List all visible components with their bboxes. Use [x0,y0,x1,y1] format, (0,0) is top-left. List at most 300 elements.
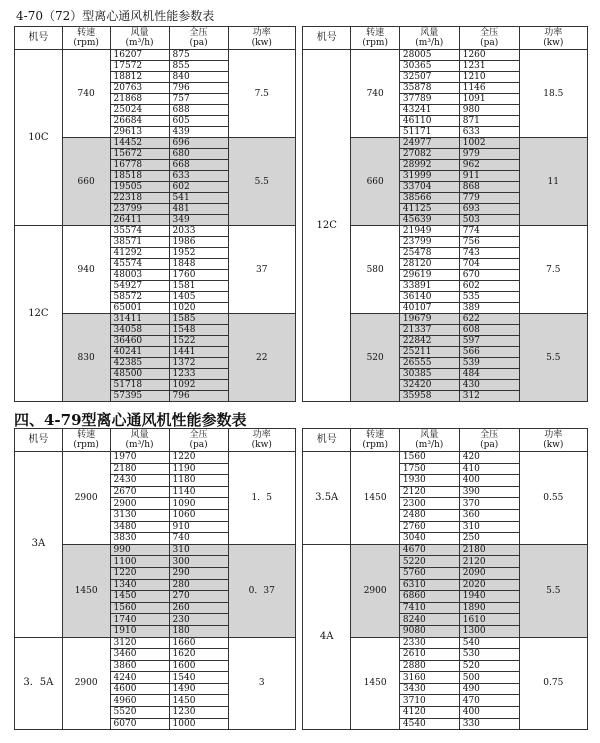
flow-cell: 1100 [110,556,169,568]
flow-cell: 1220 [110,567,169,579]
flow-cell: 32420 [399,380,459,391]
header-power [228,429,295,452]
pressure-cell: 704 [459,259,519,270]
pressure-cell: 470 [459,695,519,707]
pressure-cell: 280 [169,579,228,591]
flow-cell: 6860 [399,591,459,603]
pressure-cell: 668 [169,160,228,171]
pressure-cell: 605 [169,116,228,127]
power-cell: 5.5 [519,314,587,402]
pressure-cell: 539 [459,358,519,369]
flow-cell: 3860 [110,660,169,672]
table-row [303,452,588,464]
flow-cell: 3160 [399,672,459,684]
flow-cell: 41125 [399,204,459,215]
pressure-cell: 1522 [169,336,228,347]
header-power-label: 功率 [544,430,563,440]
pressure-cell: 370 [459,498,519,510]
pressure-cell: 1490 [169,683,228,695]
pressure-cell: 740 [169,533,228,545]
flow-cell: 2760 [399,521,459,533]
speed-cell: 1450 [351,452,399,545]
header-model: 机号 [15,429,63,452]
pressure-cell: 1002 [459,138,519,149]
power-cell: 5.5 [519,544,587,637]
header-flow [110,27,169,50]
speed-cell: 2900 [351,544,399,637]
pressure-cell: 300 [169,556,228,568]
speed-cell: 520 [351,314,399,402]
flow-cell: 37789 [399,94,459,105]
pressure-cell: 1090 [169,498,228,510]
header-speed [351,27,399,50]
header-power-label: 功率 [544,28,563,38]
speed-cell: 740 [351,50,399,138]
pressure-cell: 1300 [459,625,519,637]
power-cell: 37 [228,226,295,314]
flow-cell: 6310 [399,579,459,591]
flow-cell: 7410 [399,602,459,614]
flow-cell: 2330 [399,637,459,649]
header-power-unit: (kw) [251,38,272,48]
pressure-cell: 1146 [459,83,519,94]
flow-cell: 3710 [399,695,459,707]
table-title-4-70: 4-70（72）型离心通风机性能参数表 [16,9,215,23]
header-speed [351,429,399,452]
flow-cell: 29619 [399,270,459,281]
flow-cell: 9080 [399,625,459,637]
header-speed-unit: (rpm) [73,440,99,450]
pressure-cell: 602 [459,281,519,292]
header-flow [399,429,459,452]
pressure-cell: 696 [169,138,228,149]
flow-cell: 4120 [399,707,459,719]
flow-cell: 25211 [399,347,459,358]
header-power-unit: (kw) [543,440,564,450]
power-cell: 22 [228,314,295,402]
pressure-cell: 1092 [169,380,228,391]
flow-cell: 17572 [110,61,169,72]
header-pressure-label: 全压 [189,28,208,38]
header-power-label: 功率 [252,430,271,440]
header-pressure-unit: (pa) [480,440,499,450]
header-flow-unit: (m³/h) [125,440,154,450]
flow-cell: 3830 [110,533,169,545]
flow-cell: 30365 [399,61,459,72]
flow-cell: 20763 [110,83,169,94]
flow-cell: 2180 [110,463,169,475]
flow-cell: 19679 [399,314,459,325]
pressure-cell: 1230 [169,707,228,719]
table-row [303,544,588,556]
pressure-cell: 330 [459,718,519,730]
flow-cell: 22842 [399,336,459,347]
pressure-cell: 541 [169,193,228,204]
flow-cell: 25478 [399,248,459,259]
pressure-cell: 1091 [459,94,519,105]
power-cell: 1．5 [228,452,295,545]
header-pressure [169,27,228,50]
pressure-cell: 670 [459,270,519,281]
flow-cell: 2900 [110,498,169,510]
flow-cell: 57395 [110,391,169,402]
pressure-cell: 260 [169,602,228,614]
pressure-cell: 1231 [459,61,519,72]
header-pressure-label: 全压 [189,430,208,440]
pressure-cell: 2180 [459,544,519,556]
pressure-cell: 911 [459,171,519,182]
pressure-cell: 1952 [169,248,228,259]
flow-cell: 33891 [399,281,459,292]
flow-cell: 45639 [399,215,459,226]
pressure-cell: 1405 [169,292,228,303]
pressure-cell: 310 [459,521,519,533]
pressure-cell: 1986 [169,237,228,248]
header-pressure-unit: (pa) [189,440,208,450]
pressure-cell: 270 [169,591,228,603]
power-cell: 7.5 [228,50,295,138]
header-pressure-label: 全压 [480,28,499,38]
pressure-cell: 1620 [169,649,228,661]
flow-cell: 5220 [399,556,459,568]
flow-cell: 4960 [110,695,169,707]
pressure-cell: 566 [459,347,519,358]
power-cell: 0．37 [228,544,295,637]
power-cell: 5.5 [228,138,295,226]
flow-cell: 16207 [110,50,169,61]
flow-cell: 1450 [110,591,169,603]
flow-cell: 2670 [110,486,169,498]
pressure-cell: 1020 [169,303,228,314]
pressure-cell: 500 [459,672,519,684]
power-cell: 7.5 [519,226,587,314]
flow-cell: 24977 [399,138,459,149]
flow-cell: 4240 [110,672,169,684]
flow-cell: 3430 [399,683,459,695]
flow-cell: 48003 [110,270,169,281]
flow-cell: 34058 [110,325,169,336]
header-speed-label: 转速 [77,28,96,38]
header-flow [110,429,169,452]
pressure-cell: 1060 [169,509,228,521]
flow-cell: 48500 [110,369,169,380]
flow-cell: 1750 [399,463,459,475]
pressure-cell: 1585 [169,314,228,325]
header-pressure-unit: (pa) [189,38,208,48]
flow-cell: 3480 [110,521,169,533]
flow-cell: 38566 [399,193,459,204]
flow-cell: 1910 [110,625,169,637]
header-pressure-label: 全压 [480,430,499,440]
flow-cell: 46110 [399,116,459,127]
flow-cell: 43241 [399,105,459,116]
pressure-cell: 360 [459,509,519,521]
pressure-cell: 743 [459,248,519,259]
flow-cell: 3460 [110,649,169,661]
speed-cell: 1450 [62,544,110,637]
pressure-cell: 875 [169,50,228,61]
flow-cell: 6070 [110,718,169,730]
pressure-cell: 230 [169,614,228,626]
flow-cell: 32507 [399,72,459,83]
pressure-cell: 840 [169,72,228,83]
header-flow-unit: (m³/h) [125,38,154,48]
model-cell: 3．5A [15,637,63,730]
flow-cell: 35958 [399,391,459,402]
header-speed-label: 转速 [77,430,96,440]
flow-cell: 1970 [110,452,169,464]
flow-cell: 2480 [399,509,459,521]
flow-cell: 42385 [110,358,169,369]
pressure-cell: 430 [459,380,519,391]
pressure-cell: 250 [459,533,519,545]
pressure-cell: 1890 [459,602,519,614]
pressure-cell: 2090 [459,567,519,579]
pressure-cell: 979 [459,149,519,160]
pressure-cell: 855 [169,61,228,72]
header-speed-label: 转速 [366,28,385,38]
header-pressure [459,429,519,452]
pressure-cell: 530 [459,649,519,661]
header-flow-label: 风量 [130,430,149,440]
header-flow-unit: (m³/h) [415,440,444,450]
flow-cell: 40241 [110,347,169,358]
flow-cell: 36460 [110,336,169,347]
pressure-cell: 1610 [459,614,519,626]
header-flow-unit: (m³/h) [415,38,444,48]
flow-cell: 51718 [110,380,169,391]
pressure-cell: 680 [169,149,228,160]
pressure-cell: 310 [169,544,228,556]
flow-cell: 54927 [110,281,169,292]
flow-cell: 8240 [399,614,459,626]
model-cell: 3A [15,452,63,638]
pressure-cell: 1000 [169,718,228,730]
pressure-cell: 796 [169,391,228,402]
speed-cell: 660 [62,138,110,226]
pressure-cell: 779 [459,193,519,204]
table-row [15,637,296,649]
flow-cell: 27082 [399,149,459,160]
flow-cell: 36140 [399,292,459,303]
flow-cell: 41292 [110,248,169,259]
flow-cell: 28005 [399,50,459,61]
performance-table-4-79-left [14,428,296,730]
pressure-cell: 439 [169,127,228,138]
header-pressure [169,429,228,452]
flow-cell: 29613 [110,127,169,138]
power-cell: 11 [519,138,587,226]
header-pressure [459,27,519,50]
model-cell: 4A [303,544,351,730]
flow-cell: 4540 [399,718,459,730]
flow-cell: 18518 [110,171,169,182]
flow-cell: 14452 [110,138,169,149]
model-cell: 12C [15,226,63,402]
header-row [15,429,296,452]
flow-cell: 16778 [110,160,169,171]
flow-cell: 51171 [399,127,459,138]
flow-cell: 2610 [399,649,459,661]
flow-cell: 3120 [110,637,169,649]
header-speed-label: 转速 [366,430,385,440]
header-pressure-unit: (pa) [480,38,499,48]
performance-table-4-79-right [302,428,588,730]
power-cell: 18.5 [519,50,587,138]
pressure-cell: 1848 [169,259,228,270]
flow-cell: 1740 [110,614,169,626]
pressure-cell: 389 [459,303,519,314]
header-flow-label: 风量 [420,430,439,440]
pressure-cell: 1540 [169,672,228,684]
flow-cell: 28992 [399,160,459,171]
flow-cell: 990 [110,544,169,556]
flow-cell: 2300 [399,498,459,510]
pressure-cell: 503 [459,215,519,226]
power-cell: 0.55 [519,452,587,545]
table-title-4-79: 四、4-79型离心通风机性能参数表 [14,411,247,429]
pressure-cell: 980 [459,105,519,116]
pressure-cell: 1233 [169,369,228,380]
flow-cell: 65001 [110,303,169,314]
header-speed [62,429,110,452]
pressure-cell: 2020 [459,579,519,591]
flow-cell: 31411 [110,314,169,325]
power-cell: 3 [228,637,295,730]
pressure-cell: 1140 [169,486,228,498]
pressure-cell: 774 [459,226,519,237]
flow-cell: 21868 [110,94,169,105]
pressure-cell: 1210 [459,72,519,83]
header-model: 机号 [303,429,351,452]
flow-cell: 26684 [110,116,169,127]
pressure-cell: 400 [459,707,519,719]
pressure-cell: 633 [459,127,519,138]
flow-cell: 18812 [110,72,169,83]
speed-cell: 660 [351,138,399,226]
header-row [303,27,588,50]
flow-cell: 23799 [399,237,459,248]
pressure-cell: 871 [459,116,519,127]
table-row [15,50,296,61]
header-flow-label: 风量 [420,28,439,38]
flow-cell: 3130 [110,509,169,521]
header-power-unit: (kw) [543,38,564,48]
table-row [15,226,296,237]
flow-cell: 4670 [399,544,459,556]
pressure-cell: 1450 [169,695,228,707]
flow-cell: 28120 [399,259,459,270]
flow-cell: 22318 [110,193,169,204]
pressure-cell: 312 [459,391,519,402]
pressure-cell: 693 [459,204,519,215]
speed-cell: 580 [351,226,399,314]
pressure-cell: 1220 [169,452,228,464]
pressure-cell: 1190 [169,463,228,475]
header-speed [62,27,110,50]
header-power [519,27,587,50]
header-speed-unit: (rpm) [362,38,388,48]
flow-cell: 2120 [399,486,459,498]
model-cell: 10C [15,50,63,226]
pressure-cell: 602 [169,182,228,193]
pressure-cell: 1441 [169,347,228,358]
flow-cell: 26411 [110,215,169,226]
flow-cell: 38571 [110,237,169,248]
table-row [15,452,296,464]
pressure-cell: 520 [459,660,519,672]
pressure-cell: 1548 [169,325,228,336]
power-cell: 0.75 [519,637,587,730]
flow-cell: 40107 [399,303,459,314]
header-speed-unit: (rpm) [73,38,99,48]
speed-cell: 2900 [62,452,110,545]
flow-cell: 15672 [110,149,169,160]
flow-cell: 1930 [399,475,459,487]
speed-cell: 830 [62,314,110,402]
flow-cell: 5760 [399,567,459,579]
pressure-cell: 481 [169,204,228,215]
header-model: 机号 [303,27,351,50]
flow-cell: 26555 [399,358,459,369]
flow-cell: 33704 [399,182,459,193]
pressure-cell: 756 [459,237,519,248]
pressure-cell: 540 [459,637,519,649]
pressure-cell: 688 [169,105,228,116]
flow-cell: 1340 [110,579,169,591]
flow-cell: 25024 [110,105,169,116]
pressure-cell: 796 [169,83,228,94]
pressure-cell: 484 [459,369,519,380]
pressure-cell: 400 [459,475,519,487]
pressure-cell: 2120 [459,556,519,568]
flow-cell: 2430 [110,475,169,487]
performance-table-4-70-right [302,26,588,402]
flow-cell: 45574 [110,259,169,270]
pressure-cell: 2033 [169,226,228,237]
pressure-cell: 390 [459,486,519,498]
flow-cell: 2880 [399,660,459,672]
performance-table-4-70-left [14,26,296,402]
table-row [303,50,588,61]
header-power-unit: (kw) [251,440,272,450]
flow-cell: 35574 [110,226,169,237]
header-flow [399,27,459,50]
pressure-cell: 962 [459,160,519,171]
pressure-cell: 1760 [169,270,228,281]
pressure-cell: 868 [459,182,519,193]
flow-cell: 19505 [110,182,169,193]
header-row [303,429,588,452]
flow-cell: 21337 [399,325,459,336]
flow-cell: 23799 [110,204,169,215]
header-power-label: 功率 [252,28,271,38]
pressure-cell: 349 [169,215,228,226]
pressure-cell: 633 [169,171,228,182]
model-cell: 3.5A [303,452,351,545]
speed-cell: 940 [62,226,110,314]
pressure-cell: 597 [459,336,519,347]
flow-cell: 4600 [110,683,169,695]
pressure-cell: 180 [169,625,228,637]
pressure-cell: 535 [459,292,519,303]
header-power [228,27,295,50]
pressure-cell: 410 [459,463,519,475]
pressure-cell: 290 [169,567,228,579]
flow-cell: 3040 [399,533,459,545]
header-speed-unit: (rpm) [362,440,388,450]
pressure-cell: 490 [459,683,519,695]
